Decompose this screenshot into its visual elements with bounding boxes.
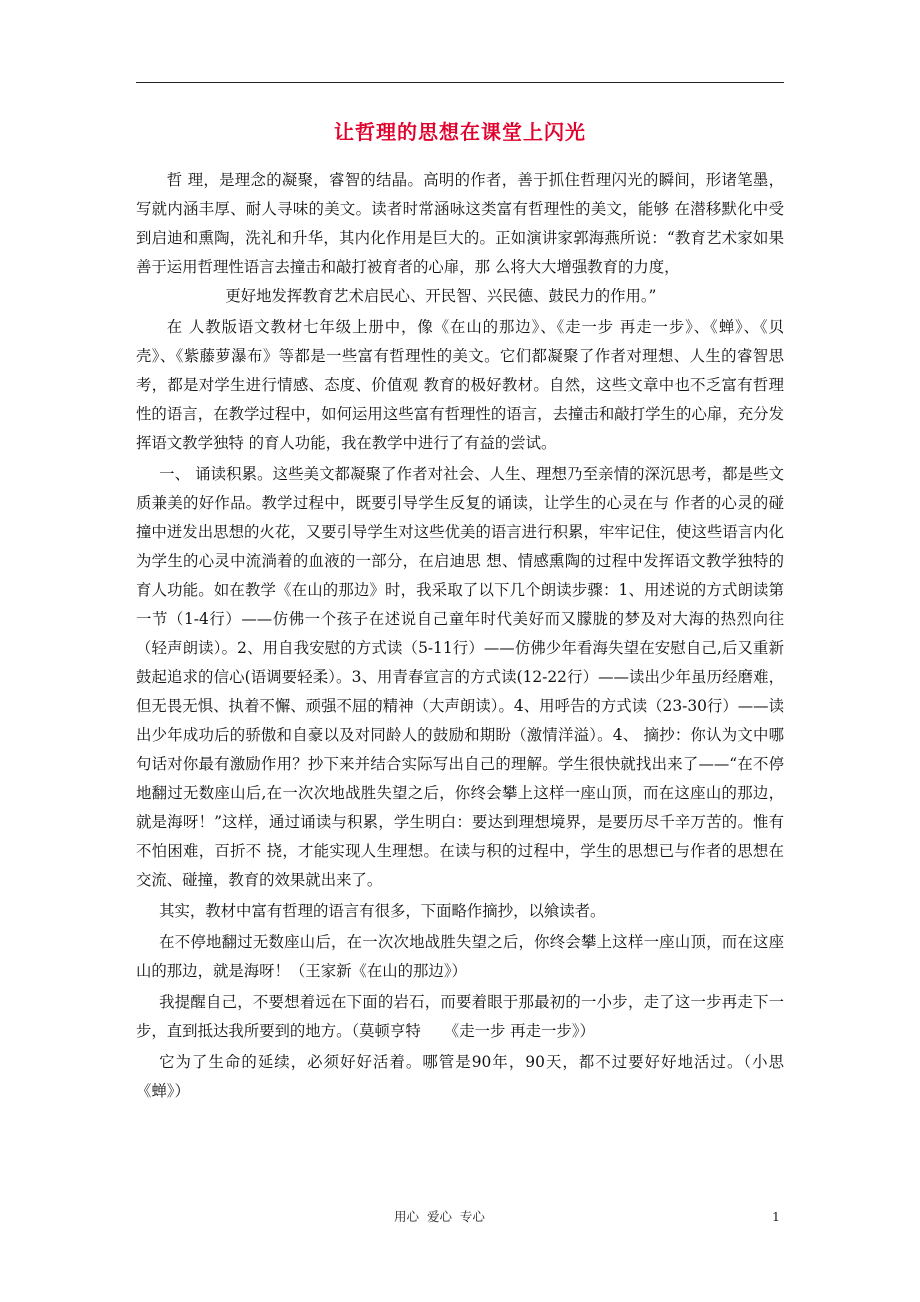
header-rule [136, 82, 784, 83]
paragraph-excerpt-3: 它为了生命的延续，必须好好活着。哪管是90年，90天，都不过要好好地活过。（小思《蝉》） [136, 1053, 784, 1100]
paragraph-intro: 哲 理，是理念的凝聚，睿智的结晶。高明的作者，善于抓住哲理闪光的瞬间，形诸笔墨，写就内涵丰厚、耐人寻味的美文。读者时常涵咏这类富有哲理性的美文，能够 在潜移默化中受到启迪和熏陶，洗礼和升华，其内化作用是巨大的。正如演讲家郭海燕所说：“教育艺术家如果善于运用哲理性语言去撞击和敲打被育者的心扉，那 么将大大增强教育的力度， [136, 171, 784, 276]
footer-motto: 用心 爱心 专心 [394, 1209, 485, 1224]
document-body [136, 166, 784, 1106]
paragraph-excerpt-1: 在不停地翻过无数座山后，在一次次地战胜失望之后，你终会攀上这样一座山顶，而在这座山的那边，就是海呀！（王家新《在山的那边》） [136, 933, 784, 980]
paragraph-section-one: 一、 诵读积累。这些美文都凝聚了作者对社会、人生、理想乃至亲情的深沉思考，都是些文质兼美的好作品。教学过程中，既要引导学生反复的诵读，让学生的心灵在与 作者的心灵的碰撞中迸发出思想的火花，又要引导学生对这些优美的语言进行积累，牢牢记住，使这些语言内化为学生的心灵中流淌着的血液的一部分，在启迪思 想、情感熏陶的过程中发挥语文教学独特的育人功能。如在教学《在山的那边》时，我采取了以下几个朗读步骤：1、用述说的方式朗读第一节（1-4行）——仿佛一个孩子在述说自己童年时代美好而又朦胧的梦及对大海的热烈向往（轻声朗读）。2、用自我安慰的方式读（5-11行）——仿佛少年看海失望在安慰自己,后又重新鼓起追求的信心(语调要轻柔）。3、用青春宣言的方式读(12-22行）——读出少年虽历经磨难，但无畏无惧、执着不懈、顽强不屈的精神（大声朗读）。4、用呼告的方式读（23-30行）——读出少年成功后的骄傲和自豪以及对同龄人的鼓励和期盼（激情洋溢）。4、 摘抄：你认为文中哪句话对你最有激励作用？抄下来并结合实际写出自己的理解。学生很快就找出来了——“在不停地翻过无数座山后,在一次次地战胜失望之后，你终会攀上这样一座山顶，而在这座山的那边，就是海呀！”这样，通过诵读与积累，学生明白：要达到理想境界，是要历尽千辛万苦的。惟有不怕困难，百折不 挠，才能实现人生理想。在读与积的过程中，学生的思想已与作者的思想在交流、碰撞，教育的效果就出来了。 [136, 465, 784, 889]
paragraph-quote-tail: 更好地发挥教育艺术启民心、开民智、兴民德、鼓民力的作用。” [225, 287, 657, 305]
paragraph-excerpt-2: 我提醒自己，不要想着远在下面的岩石，而要着眼于那最初的一小步，走了这一步再走下一步，直到抵达我所要到的地方。（莫顿亨特 《走一步 再走一步》） [136, 993, 784, 1040]
document-title: 让哲理的思想在课堂上闪光 [334, 120, 586, 144]
paragraph-excerpt-intro: 其实，教材中富有哲理的语言有很多，下面略作摘抄，以飨读者。 [159, 902, 606, 920]
page-number: 1 [772, 1209, 780, 1224]
paragraph-textbook: 在 人教版语文教材七年级上册中，像《在山的那边》、《走一步 再走一步》、《蝉》、《贝壳》、《紫藤萝瀑布》等都是一些富有哲理性的美文。它们都凝聚了作者对理想、人生的睿智思考，都是对学生进行情感、态度、价值观 教育的极好教材。自然，这些文章中也不乏富有哲理性的语言，在教学过程中，如何运用这些富有哲理性的语言，去撞击和敲打学生的心扉，充分发挥语文教学独特 的育人功能，我在教学中进行了有益的尝试。 [136, 318, 784, 452]
